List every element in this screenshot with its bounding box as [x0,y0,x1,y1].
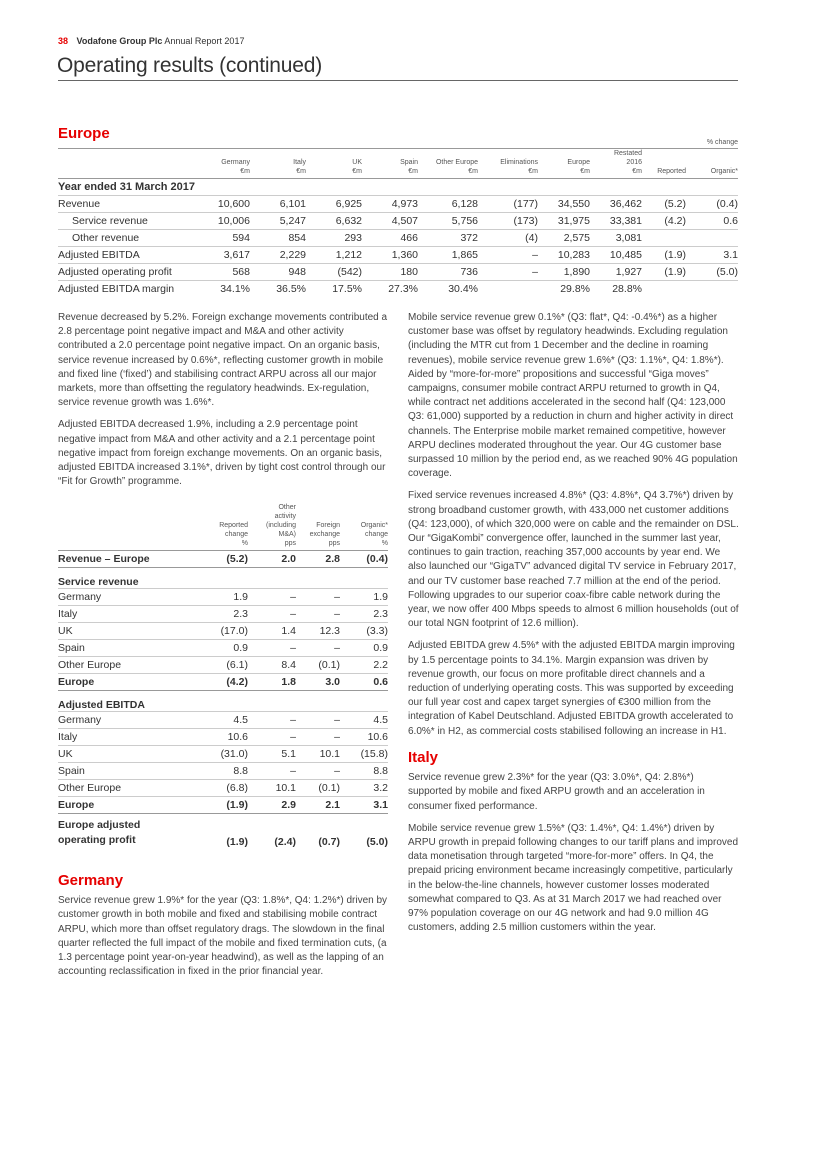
cell-value: – [248,712,296,729]
cell-value: 2.3 [200,606,248,623]
op-profit-row [58,814,388,849]
cell-value: 3.1 [686,247,738,264]
cell-value: – [248,606,296,623]
row-label: Spain [58,640,200,657]
cell-value: 36,462 [590,196,642,213]
germany-section [58,874,388,987]
europe-heading: Europe [58,125,110,142]
row-label: Italy [58,729,200,746]
row-label: Germany [58,589,200,606]
cell-value: (5.0) [340,814,388,849]
table-row [58,763,388,780]
table-row [58,179,738,196]
cell-value: 1.8 [248,674,296,691]
column-header-line: % [241,540,248,547]
table-row [58,213,738,230]
cell-value: 10,600 [188,196,250,213]
row-label: Germany [58,712,200,729]
italy-heading: Italy [408,748,439,766]
paragraph: Fixed service revenues increased 4.8%* (Q3: 4.8%*, Q4 3.7%*) driven by strong broadband customer growth, with 433,000 net customer additions (Q4: 123,000), of which 320,000 were on cable and the remainder on DSL. Our “GigaKombi” convergence offer, launched in the summer last year, continues to gain traction, reaching 357,000 accounts by year end. We also launched our “GigaTV” advanced digital TV service in February 2017, and our TV customer base reached 7.7 million at the end of the period. Following upgrades to our superior coax-fibre cable network during the year, we now offer 400 Mbps speeds to almost 6 million households (out of our total NGN footprint of 12.6 million). [408,490,739,630]
row-label: Revenue [58,196,188,213]
cell-value: (4.2) [200,674,248,691]
cell-value: (0.7) [296,814,340,849]
table-row [58,780,388,797]
cell-value: (1.9) [200,797,248,814]
cell-value: 0.6 [686,213,738,230]
column-header-line: €m [580,168,590,175]
organic-header: Organic* [686,149,738,179]
row-label: Other Europe [58,657,200,674]
column-header-line: Spain [400,159,418,166]
header-blank [58,149,188,179]
row-label-line: Europe adjusted [58,819,141,831]
cell-value [686,230,738,247]
cell-value: 10.1 [248,780,296,797]
cell-value: (15.8) [340,746,388,763]
growth-table [58,503,388,848]
group-title: Service revenue [58,568,388,589]
cell-value: 1,360 [362,247,418,264]
cell-value: (0.1) [296,657,340,674]
cell-value: – [478,247,538,264]
column-header-line: 2016 [626,159,642,166]
cell-value: – [248,640,296,657]
row-label: Europe [58,674,200,691]
cell-value: – [248,763,296,780]
column-header-line: Reported [219,522,248,529]
row-label [58,814,200,849]
table-row [58,281,738,298]
cell-value: 4.5 [200,712,248,729]
cell-value: – [296,712,340,729]
column-header [250,149,306,179]
column-header-line: €m [296,168,306,175]
page-title: Operating results (continued) [57,54,323,77]
cell-value: 1.9 [200,589,248,606]
table-row [58,264,738,281]
cell-value: 8.4 [248,657,296,674]
total-row [58,797,388,814]
cell-value: 854 [250,230,306,247]
title-divider [58,80,738,81]
page-header [58,36,244,46]
cell-value: 594 [188,230,250,247]
cell-value: (5.2) [642,196,686,213]
cell-value: 8.8 [200,763,248,780]
cell-value: (3.3) [340,623,388,640]
left-column-text [58,311,388,497]
group-title: Adjusted EBITDA [58,691,388,712]
cell-value [642,230,686,247]
column-header-line: (including [266,522,296,529]
table-row [58,606,388,623]
row-label: Spain [58,763,200,780]
header-blank [58,503,200,551]
table-row [58,640,388,657]
cell-value: (0.4) [366,553,388,565]
column-header [538,149,590,179]
column-header-line: Foreign [316,522,340,529]
row-label: Other revenue [58,230,188,247]
cell-value: 6,632 [306,213,362,230]
table-row [58,589,388,606]
cell-value: 2.2 [340,657,388,674]
column-header-line: change [225,531,248,538]
report-name: Annual Report 2017 [164,36,245,46]
column-header-line: Organic* [360,522,388,529]
cell-value: 2,229 [250,247,306,264]
row-label: Revenue – Europe [58,553,150,565]
cell-value: 5.1 [248,746,296,763]
column-header [478,149,538,179]
cell-value: 8.8 [340,763,388,780]
cell-value: 2.9 [248,797,296,814]
column-header-line: exchange [309,531,340,538]
column-header-line: Other Europe [435,159,478,166]
column-header [590,149,642,179]
column-header [306,149,362,179]
column-header-line: €m [632,168,642,175]
column-header-line: pps [328,540,340,547]
reported-label: Reported [657,168,686,175]
cell-value: – [248,729,296,746]
cell-value: (6.1) [200,657,248,674]
cell-value: 293 [306,230,362,247]
cell-value: 30.4% [418,281,478,298]
cell-value: 34.1% [188,281,250,298]
cell-value: 34,550 [538,196,590,213]
column-header [340,503,388,551]
cell-value: 3.0 [296,674,340,691]
cell-value: 0.9 [200,640,248,657]
right-column-text [408,311,740,943]
europe-table-header [58,149,738,179]
column-header-line: Restated [613,150,642,157]
cell-value: 10.1 [296,746,340,763]
cell-value: 2.0 [281,553,296,565]
column-header-line: Eliminations [500,159,538,166]
cell-value: 10,006 [188,213,250,230]
cell-value: 2.3 [340,606,388,623]
cell-value: – [478,264,538,281]
row-label: Italy [58,606,200,623]
cell-value: 17.5% [306,281,362,298]
column-header-line: M&A) [278,531,296,538]
column-header-line: % [381,540,388,547]
cell-value: 568 [188,264,250,281]
paragraph: Service revenue grew 2.3%* for the year (Q3: 3.0%*, Q4: 2.8%*) supported by mobile and fixed ARPU growth and an acceleration in consumer fixed performance. [408,772,705,812]
cell-value: 5,247 [250,213,306,230]
cell-value: 4,507 [362,213,418,230]
group-title-row [58,568,388,589]
cell-value: – [248,589,296,606]
cell-value: 6,101 [250,196,306,213]
cell-value: (4) [478,230,538,247]
paragraph: Service revenue grew 1.9%* for the year (Q3: 1.8%*, Q4: 1.2%*) driven by customer growth in both mobile and fixed and stabilising mobile contract ARPU, which more than offset regulatory drags. The slowdown in the final quarter reflected the full impact of the mobile and fixed termination cuts, (a 1.3 percentage point year-on-year headwind), as well as the lapping of an accounting reclassification in fixed in the prior financial year. [58,895,388,978]
total-row [58,674,388,691]
cell-value: 1,890 [538,264,590,281]
cell-value: 10.6 [340,729,388,746]
group-title-row [58,691,388,712]
row-label: Adjusted EBITDA margin [58,281,188,298]
cell-value: 2.1 [296,797,340,814]
cell-value: (5.2) [226,553,248,565]
paragraph: Revenue decreased by 5.2%. Foreign exchange movements contributed a 2.8 percentage point negative impact and M&A and other activity contributed a 2.0 percentage point negative impact. On an organic basis, service revenue increased by 0.6%*, reflecting customer growth in mobile and fixed line (‘fixed’) and stabilising contract ARPU across all our major markets, more than offsetting the regulatory headwinds. Ex-regulation, service revenue growth was 1.6%*. [58,312,388,409]
europe-table-body [58,179,738,298]
paragraph: Mobile service revenue grew 1.5%* (Q3: 1.4%*, Q4: 1.4%*) driven by ARPU growth in prepaid following changes to our tariff plans and improved data monetisation through targeted “more-for-more” offers. In Q4, the prepaid pricing environment became increasingly competitive, particularly in the below-the-line channels, however customer losses moderated somewhat compared to Q3. As at 31 March 2017 we had reached over 97% population coverage on our 4G network and had 9.0 million 4G customers, adding 2.5 million customers within the year. [408,822,738,934]
table-row [58,712,388,729]
cell-value: 3,617 [188,247,250,264]
paragraph: Adjusted EBITDA grew 4.5%* with the adjusted EBITDA margin improving by 1.5 percentage points to 34.1%. Margin expansion was driven by revenue growth, our focus on more profitable direct channels and a reduction of underlying operating costs. This was supported by exceeding our full year cost and capex target synergies of €300 million from the integration of Kabel Deutschland. Adjusted EBITDA growth accelerated to 6.0%* in H2, as commercial costs stabilised following an increase in H1. [408,640,735,737]
row-label: UK [58,623,200,640]
cell-value: – [296,589,340,606]
cell-value: 0.9 [340,640,388,657]
cell-value: 12.3 [296,623,340,640]
column-header-line: Italy [293,159,306,166]
cell-value: 3,081 [590,230,642,247]
europe-section [58,125,738,298]
cell-value: 10.6 [200,729,248,746]
cell-value: 10,283 [538,247,590,264]
cell-value: 1,927 [590,264,642,281]
column-header-line: €m [408,168,418,175]
paragraph: Mobile service revenue grew 0.1%* (Q3: flat*, Q4: -0.4%*) as a higher customer base was offset by regulatory headwinds. Excluding regulation (including the MTR cut from 1 December and the decline in roaming revenues), mobile service revenue grew 1.6%* (Q3: 1.1%*, Q4: 1.8%*). Aided by “more-for-more” propositions and successful “Giga moves” campaigns, consumer mobile contract ARPU returned to growth in Q4, while contract net additions accelerated in the second half (Q4: 123,000 Q3: 61,000) supported by a reduction in churn and higher activity in direct channels. The Enterprise mobile market remained competitive, however ARPU declines moderated throughout the year. Our 4G customer base surpassed 10 million by the period end, as we reached 90% 4G population coverage. [408,312,738,480]
cell-value: 948 [250,264,306,281]
row-label: Service revenue [58,213,188,230]
cell-value: – [296,640,340,657]
column-header [200,503,248,551]
column-header [248,503,296,551]
cell-value: 31,975 [538,213,590,230]
cell-value: – [296,606,340,623]
cell-value: 10,485 [590,247,642,264]
cell-value: (542) [306,264,362,281]
cell-value: (1.9) [642,247,686,264]
table-row [58,230,738,247]
table-row [58,623,388,640]
growth-table-grid [58,503,388,848]
cell-value: (2.4) [248,814,296,849]
row-label-line: operating profit [58,834,136,846]
cell-value: (31.0) [200,746,248,763]
cell-value: 180 [362,264,418,281]
column-header-line: Other [278,504,296,511]
pct-change-header: % change [706,139,738,146]
column-header-line: activity [274,513,296,520]
column-header [296,503,340,551]
column-header-line: €m [240,168,250,175]
cell-value: 4.5 [340,712,388,729]
cell-value [686,281,738,298]
column-header-line: change [365,531,388,538]
cell-value: 1,212 [306,247,362,264]
cell-value: 29.8% [538,281,590,298]
year-label: Year ended 31 March 2017 [58,181,195,193]
cell-value: 0.6 [340,674,388,691]
column-header [418,149,478,179]
cell-value [642,281,686,298]
cell-value: (173) [478,213,538,230]
cell-value: (5.0) [686,264,738,281]
table-row [58,247,738,264]
company-name: Vodafone Group Plc [76,36,163,46]
row-label: UK [58,746,200,763]
table-row [58,729,388,746]
cell-value: 466 [362,230,418,247]
column-header-line: Germany [221,159,250,166]
growth-table-header [58,503,388,551]
column-header-line: Europe [567,159,590,166]
cell-value: 3.2 [340,780,388,797]
cell-value [478,281,538,298]
cell-value: 28.8% [590,281,642,298]
cell-value: 2.8 [325,553,340,565]
cell-value: (4.2) [642,213,686,230]
cell-value: 3.1 [340,797,388,814]
growth-table-body [58,551,388,849]
europe-table [58,139,738,298]
row-label: Adjusted EBITDA [58,247,188,264]
table-row [58,657,388,674]
cell-value: (177) [478,196,538,213]
cell-value: 33,381 [590,213,642,230]
cell-value: 4,973 [362,196,418,213]
cell-value: (0.1) [296,780,340,797]
column-header-line: €m [352,168,362,175]
cell-value: 36.5% [250,281,306,298]
column-header [188,149,250,179]
cell-value: 6,128 [418,196,478,213]
column-header-line: €m [468,168,478,175]
cell-value: (1.9) [642,264,686,281]
cell-value: (0.4) [686,196,738,213]
cell-value: (1.9) [200,814,248,849]
row-label: Other Europe [58,780,200,797]
table-row [58,196,738,213]
cell-value: – [296,763,340,780]
column-header-line: €m [528,168,538,175]
cell-value: (6.8) [200,780,248,797]
cell-value: 1.4 [248,623,296,640]
page-number: 38 [58,36,69,46]
cell-value: 2,575 [538,230,590,247]
cell-value: 1,865 [418,247,478,264]
cell-value: 736 [418,264,478,281]
row-label: Europe [58,797,200,814]
cell-value: 6,925 [306,196,362,213]
cell-value: 27.3% [362,281,418,298]
table-row [58,746,388,763]
cell-value: 372 [418,230,478,247]
cell-value: 1.9 [340,589,388,606]
cell-value: 5,756 [418,213,478,230]
row-label: Adjusted operating profit [58,264,188,281]
column-header-line: UK [352,159,362,166]
cell-value: (17.0) [200,623,248,640]
revenue-europe-row [58,551,388,568]
germany-heading: Germany [58,872,124,889]
paragraph: Adjusted EBITDA decreased 1.9%, including a 2.9 percentage point negative impact from M&A and other activity and a 2.1 percentage point negative impact from foreign exchange movements. On an organic basis, adjusted EBITDA increased 3.1%*, driven by tight cost control through our “Fit for Growth” programme. [58,419,386,488]
cell-value: – [296,729,340,746]
column-header-line: pps [284,540,296,547]
column-header [362,149,418,179]
